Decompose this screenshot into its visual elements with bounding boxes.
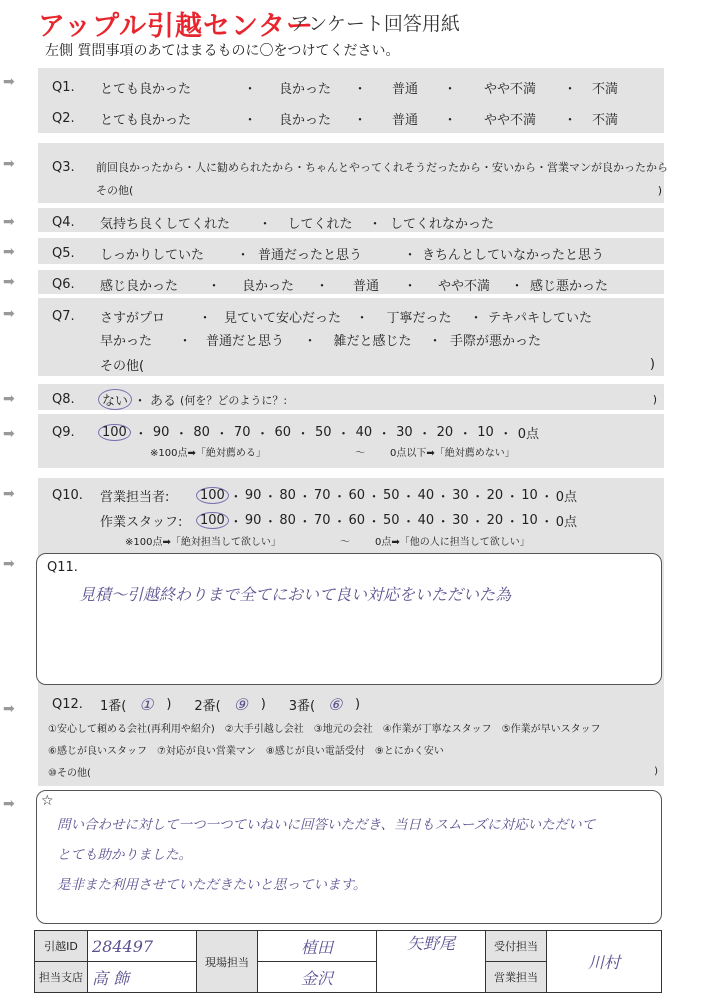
q1-option-5[interactable]: 不満 (591, 82, 618, 97)
q11-answer-box[interactable] (36, 553, 662, 685)
q12-rank-2-value[interactable]: ⑨ (233, 695, 248, 714)
q8-option-aru[interactable]: ある (150, 394, 177, 409)
q7-row-1 (52, 307, 662, 326)
answer-circle: 100 (196, 487, 229, 504)
q10-sales-score-50[interactable]: 50 (383, 488, 400, 503)
q10-number: Q10. (52, 488, 83, 503)
q1-option-2[interactable]: 良かった (278, 82, 331, 97)
margin-arrow-icon: ➡ (3, 156, 15, 172)
staff-info-table (34, 930, 662, 993)
move-id-label: 引越ID (35, 931, 88, 962)
q9-score-70[interactable]: 70 (233, 425, 251, 440)
q9-score-10[interactable]: 10 (477, 425, 494, 440)
q9-score-90[interactable]: 90 (152, 425, 170, 440)
branch-label: 担当支店 (35, 962, 88, 993)
q3-other-close: ) (657, 183, 662, 197)
q2-option-3[interactable]: 普通 (391, 113, 418, 128)
sales-label: 営業担当 (486, 962, 547, 993)
margin-arrow-icon: ➡ (3, 796, 15, 812)
separator-dot: ・ (303, 334, 317, 349)
q10-hint-tilde: 〜 (340, 537, 350, 548)
separator-dot: ・ (471, 490, 485, 505)
q10-staff-score-0[interactable]: 0点 (555, 515, 578, 530)
q12-other-label[interactable]: ⑩その他( (48, 768, 91, 779)
q12-other-row (48, 764, 658, 779)
q10-sales-row (52, 486, 577, 505)
q9-hint (150, 444, 515, 459)
margin-arrow-icon: ➡ (3, 214, 15, 230)
separator-dot: ・ (367, 490, 381, 505)
q7-option-teinei[interactable]: 丁寧だった (386, 311, 452, 326)
comment-box[interactable] (36, 790, 662, 924)
q10-sales-score-40[interactable]: 40 (417, 488, 435, 503)
separator-dot: ・ (207, 279, 221, 294)
q10-sales-score-10[interactable]: 10 (521, 488, 538, 503)
q4-row (52, 213, 494, 232)
q1-number: Q1. (52, 80, 75, 95)
answer-circle: ない (98, 389, 132, 410)
q10-hint (125, 533, 530, 548)
margin-arrow-icon: ➡ (3, 274, 15, 290)
q7-option-anshin[interactable]: 見ていて安心だった (223, 311, 341, 326)
separator-dot: ・ (469, 311, 483, 326)
separator-dot: ・ (298, 515, 312, 530)
q7-option-futsu[interactable]: 普通だと思う (205, 334, 284, 349)
q8-note: (何を？どのように？: (180, 393, 288, 407)
q1-option-4[interactable]: やや不満 (483, 82, 536, 97)
reception-label: 受付担当 (486, 931, 547, 962)
q7-option-zatsu[interactable]: 雑だと感じた (333, 334, 412, 349)
q10-sales-label: 営業担当者: (100, 490, 170, 505)
q12-choices-line-2: ⑥感じが良いスタッフ ⑦対応が良い営業マン ⑧感じが良い電話受付 ⑨とにかく安い (48, 746, 444, 757)
separator-dot: ・ (563, 113, 577, 128)
q2-row (52, 109, 662, 128)
separator-dot: ・ (174, 427, 188, 442)
separator-dot: ・ (563, 82, 577, 97)
q10-staff-score-80[interactable]: 80 (279, 513, 296, 528)
separator-dot: ・ (458, 427, 472, 442)
separator-dot: ・ (403, 279, 417, 294)
separator-dot: ・ (436, 515, 450, 530)
separator-dot: ・ (418, 427, 432, 442)
q6-option-2[interactable]: 良かった (241, 279, 294, 294)
q10-sales-score-80[interactable]: 80 (279, 488, 296, 503)
q8-number: Q8. (52, 392, 75, 407)
separator-dot: ・ (243, 82, 257, 97)
q9-row (52, 423, 642, 442)
separator-dot: ・ (263, 515, 277, 530)
site-staff-1[interactable]: 植田 (258, 931, 377, 962)
q12-rank-3-value[interactable]: ⑥ (327, 695, 343, 714)
q8-row (52, 390, 657, 409)
q8-option-nai[interactable] (100, 391, 130, 409)
q3-other-row (96, 182, 662, 198)
separator-dot: ・ (540, 490, 554, 505)
separator-dot: ・ (443, 113, 457, 128)
q7-other-close: ) (649, 357, 655, 372)
separator-dot: ・ (377, 427, 391, 442)
q9-score-30[interactable]: 30 (396, 425, 413, 440)
separator-dot: ・ (505, 515, 519, 530)
separator-dot: ・ (332, 515, 346, 530)
separator-dot: ・ (255, 427, 269, 442)
separator-dot: ・ (353, 113, 367, 128)
q3-number: Q3. (52, 159, 75, 175)
separator-dot: ・ (134, 427, 148, 442)
q11-number: Q11. (47, 560, 78, 575)
separator-dot: ・ (198, 311, 212, 326)
comment-line-1: 問い合わせに対して一つ一つていねいに回答いただき、当日もスムーズに対応いただいて (57, 817, 596, 833)
separator-dot: ・ (229, 490, 243, 505)
q10-sales-score-70[interactable]: 70 (313, 488, 331, 503)
q9-score-60[interactable]: 60 (274, 425, 292, 440)
q12-rank-1-label: 1番( (100, 699, 127, 714)
q6-option-3[interactable]: 普通 (352, 279, 379, 294)
move-id-value[interactable]: 284497 (88, 931, 197, 962)
separator-dot: ・ (436, 490, 450, 505)
q6-row (52, 275, 662, 294)
separator-dot: ・ (243, 113, 257, 128)
separator-dot: ・ (403, 248, 417, 263)
q1-option-1[interactable]: とても良かった (100, 82, 192, 97)
q4-option-2[interactable]: してくれた (287, 217, 353, 232)
q5-option-3[interactable]: きちんとしていなかったと思う (422, 248, 605, 263)
margin-arrow-icon: ➡ (3, 244, 15, 260)
q3-other-label[interactable]: その他( (96, 184, 134, 197)
q3-options[interactable]: 前回良かったから・人に勧められたから・ちゃんとやってくれそうだったから・安いから・営業マンが良かったから (96, 161, 668, 174)
separator-dot: ・ (355, 311, 369, 326)
q10-staff-score-50[interactable]: 50 (383, 513, 400, 528)
q5-option-2[interactable]: 普通だったと思う (258, 248, 363, 263)
q12-rank-2-close: ) (260, 697, 266, 712)
q10-sales-score-60[interactable]: 60 (348, 488, 366, 503)
q1-option-3[interactable]: 普通 (391, 82, 418, 97)
q6-option-5[interactable]: 感じ悪かった (530, 279, 609, 294)
brand-logo: アップル引越センター (38, 11, 314, 42)
margin-arrow-icon: ➡ (3, 486, 15, 502)
separator-dot: ・ (258, 217, 272, 232)
q9-score-40[interactable]: 40 (355, 425, 373, 440)
separator-dot: ・ (296, 427, 310, 442)
separator-dot: ・ (332, 490, 346, 505)
q12-rank-row (52, 695, 360, 714)
site-staff-2[interactable]: 金沢 (258, 962, 377, 993)
q10-hint-left: ※100点➡「絶対担当して欲しい」 (125, 537, 281, 548)
answer-circle: 100 (196, 512, 229, 529)
q6-option-1[interactable]: 感じ良かった (100, 279, 179, 294)
separator-dot: ・ (315, 279, 329, 294)
answer-circle: 100 (98, 424, 131, 441)
q9-hint-left: ※100点➡「絶対薦める」 (150, 448, 266, 459)
q9-hint-tilde: 〜 (355, 448, 365, 459)
separator-dot: ・ (229, 515, 243, 530)
q7-option-pro[interactable]: さすがプロ (100, 311, 166, 326)
q6-option-4[interactable]: やや不満 (437, 279, 490, 294)
q1-row (52, 78, 662, 97)
margin-arrow-icon: ➡ (3, 306, 15, 322)
q9-score-0[interactable]: 0点 (517, 427, 540, 442)
q10-staff-score-20[interactable]: 20 (486, 513, 504, 528)
q9-number: Q9. (52, 425, 75, 440)
q2-option-1[interactable]: とても良かった (100, 113, 192, 128)
q10-staff-label: 作業スタッフ: (100, 515, 183, 530)
separator-dot: ・ (133, 394, 147, 409)
margin-arrow-icon: ➡ (3, 426, 15, 442)
q10-staff-score-90[interactable]: 90 (244, 513, 262, 528)
q7-option-hayai[interactable]: 早かった (100, 334, 153, 349)
q10-staff-score-30[interactable]: 30 (452, 513, 469, 528)
q7-number: Q7. (52, 309, 75, 324)
separator-dot: ・ (443, 82, 457, 97)
q3-row (52, 159, 668, 175)
q10-hint-right: 0点➡「他の人に担当して欲しい」 (375, 537, 530, 548)
q6-number: Q6. (52, 277, 75, 292)
q4-option-1[interactable]: 気持ち良くしてくれた (100, 217, 231, 232)
q7-row-2 (100, 330, 541, 349)
q12-choices-line-1: ①安心して頼める会社(再利用や紹介) ②大手引越し会社 ③地元の会社 ④作業が丁寧なスタッフ ⑤作業が早いスタッフ (48, 724, 601, 735)
separator-dot: ・ (505, 490, 519, 505)
separator-dot: ・ (353, 82, 367, 97)
q10-staff-score-100[interactable] (198, 513, 227, 528)
comment-line-3: 是非また利用させていただきたいと思っています。 (57, 877, 367, 893)
q10-staff-score-40[interactable]: 40 (417, 513, 435, 528)
instruction-text: 左側 質問事項のあてはまるものに〇をつけてください。 (45, 43, 400, 59)
q5-option-1[interactable]: しっかりしていた (100, 248, 205, 263)
margin-arrow-icon: ➡ (3, 391, 15, 407)
separator-dot: ・ (337, 427, 351, 442)
q7-other-label[interactable]: その他( (100, 359, 145, 374)
q12-rank-2-label: 2番( (194, 699, 221, 714)
q2-option-5[interactable]: 不満 (591, 113, 618, 128)
q10-sales-score-100[interactable] (198, 488, 227, 503)
separator-dot: ・ (178, 334, 192, 349)
q12-rank-3-close: ) (355, 697, 361, 712)
site-staff-label: 現場担当 (197, 931, 258, 993)
q9-score-100[interactable] (100, 425, 129, 440)
q10-sales-score-0[interactable]: 0点 (555, 490, 578, 505)
margin-arrow-icon: ➡ (3, 74, 15, 90)
q10-staff-row (100, 511, 577, 530)
q12-rank-1-value[interactable]: ① (139, 695, 154, 714)
q2-option-4[interactable]: やや不満 (483, 113, 536, 128)
form-title: アンケート回答用紙 (290, 13, 460, 35)
q12-number: Q12. (52, 697, 83, 712)
q5-row (52, 244, 604, 263)
q4-number: Q4. (52, 215, 75, 230)
q9-score-80[interactable]: 80 (193, 425, 210, 440)
separator-dot: ・ (236, 248, 250, 263)
q12-rank-3-label: 3番( (288, 699, 316, 714)
q2-number: Q2. (52, 111, 75, 126)
separator-dot: ・ (428, 334, 442, 349)
q5-number: Q5. (52, 246, 75, 261)
comment-line-2: とても助かりました。 (57, 847, 192, 863)
branch-value[interactable]: 高 飾 (88, 962, 197, 993)
q12-other-close: ) (654, 766, 658, 777)
q10-staff-score-10[interactable]: 10 (521, 513, 538, 528)
q11-answer-text: 見積〜引越終わりまで全てにおいて良い対応をいただいた為 (79, 585, 512, 604)
separator-dot: ・ (215, 427, 229, 442)
q8-close: ) (652, 393, 657, 406)
q7-other-row (100, 355, 655, 374)
q10-sales-score-90[interactable]: 90 (244, 488, 262, 503)
q9-score-50[interactable]: 50 (315, 425, 332, 440)
q9-hint-right: 0点以下➡「絶対薦めない」 (390, 448, 515, 459)
separator-dot: ・ (298, 490, 312, 505)
margin-arrow-icon: ➡ (3, 556, 15, 572)
separator-dot: ・ (402, 515, 416, 530)
star-icon: ☆ (41, 793, 54, 809)
q9-score-20[interactable]: 20 (436, 425, 454, 440)
separator-dot: ・ (499, 427, 513, 442)
separator-dot: ・ (367, 515, 381, 530)
separator-dot: ・ (368, 217, 382, 232)
margin-arrow-icon: ➡ (3, 701, 15, 717)
separator-dot: ・ (402, 490, 416, 505)
q10-sales-score-20[interactable]: 20 (486, 488, 504, 503)
separator-dot: ・ (540, 515, 554, 530)
q4-option-3[interactable]: してくれなかった (390, 217, 495, 232)
q10-sales-score-30[interactable]: 30 (452, 488, 469, 503)
site-staff-3[interactable]: 矢野尾 (377, 931, 486, 993)
separator-dot: ・ (471, 515, 485, 530)
q2-option-2[interactable]: 良かった (278, 113, 331, 128)
q10-staff-score-70[interactable]: 70 (313, 513, 331, 528)
q10-staff-score-60[interactable]: 60 (348, 513, 366, 528)
separator-dot: ・ (510, 279, 524, 294)
separator-dot: ・ (263, 490, 277, 505)
q7-option-tegiwa[interactable]: 手際が悪かった (450, 334, 542, 349)
sales-staff-value[interactable]: 川村 (547, 931, 662, 993)
q12-rank-1-close: ) (166, 697, 172, 712)
q7-option-tekipaki[interactable]: テキパキしていた (488, 311, 593, 326)
